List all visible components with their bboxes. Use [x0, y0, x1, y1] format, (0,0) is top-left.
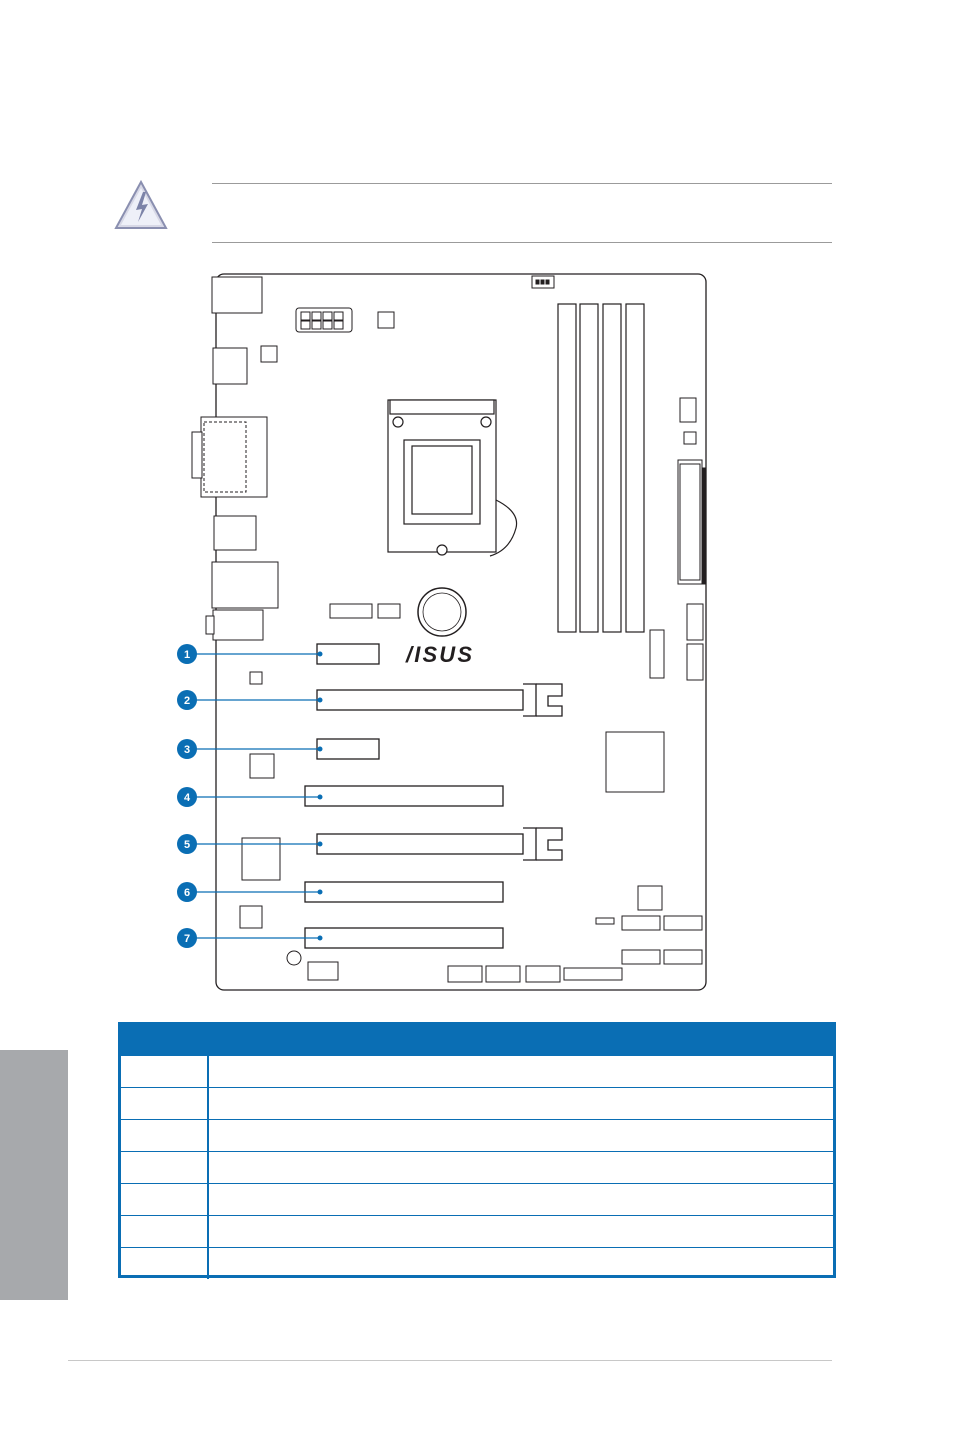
callout-6-label: 6	[183, 887, 191, 899]
callout-5-label: 5	[183, 839, 191, 851]
callout-4-label: 4	[183, 792, 191, 804]
table-cell-slot	[121, 1088, 209, 1119]
slot-4-pci	[305, 786, 503, 806]
note-bottom-rule	[212, 242, 832, 243]
callout-3-label: 3	[183, 744, 191, 756]
table-cell-slot	[121, 1184, 209, 1215]
table-cell-description	[209, 1088, 833, 1119]
callout-2-label: 2	[183, 695, 191, 707]
table-row	[121, 1055, 833, 1087]
motherboard-layout-diagram	[160, 260, 760, 1000]
fan-header-top	[532, 276, 554, 288]
slot-1-pcie-x1	[317, 644, 379, 664]
table-row	[121, 1247, 833, 1279]
table-cell-description	[209, 1056, 833, 1087]
slot-5-pcie-x16	[317, 834, 523, 854]
chapter-side-tab	[0, 1050, 68, 1300]
brand-logo: /ISUS	[406, 642, 472, 667]
table-row	[121, 1183, 833, 1215]
slot-3-pcie-x1	[317, 739, 379, 759]
callout-1-label: 1	[183, 649, 191, 661]
table-cell-slot	[121, 1056, 209, 1087]
table-header	[121, 1025, 833, 1055]
slot-description-table	[118, 1022, 836, 1278]
table-cell-description	[209, 1248, 833, 1279]
table-cell-description	[209, 1216, 833, 1247]
slot-7-pci	[305, 928, 503, 948]
note-top-rule	[212, 183, 832, 184]
table-row	[121, 1119, 833, 1151]
table-row	[121, 1151, 833, 1183]
table-cell-description	[209, 1120, 833, 1151]
warning-lightning-icon	[112, 178, 170, 234]
table-cell-slot	[121, 1216, 209, 1247]
table-cell-slot	[121, 1152, 209, 1183]
table-cell-slot	[121, 1248, 209, 1279]
callout-7-label: 7	[183, 933, 191, 945]
slot-6-pci	[305, 882, 503, 902]
table-row	[121, 1215, 833, 1247]
table-cell-description	[209, 1184, 833, 1215]
small-capacitor	[287, 951, 301, 965]
table-row	[121, 1087, 833, 1119]
table-cell-slot	[121, 1120, 209, 1151]
cmos-battery	[418, 588, 466, 636]
slot-2-pcie-x16	[317, 690, 523, 710]
footer-rule	[68, 1360, 832, 1361]
table-cell-description	[209, 1152, 833, 1183]
cpu-power-connector	[296, 308, 352, 332]
